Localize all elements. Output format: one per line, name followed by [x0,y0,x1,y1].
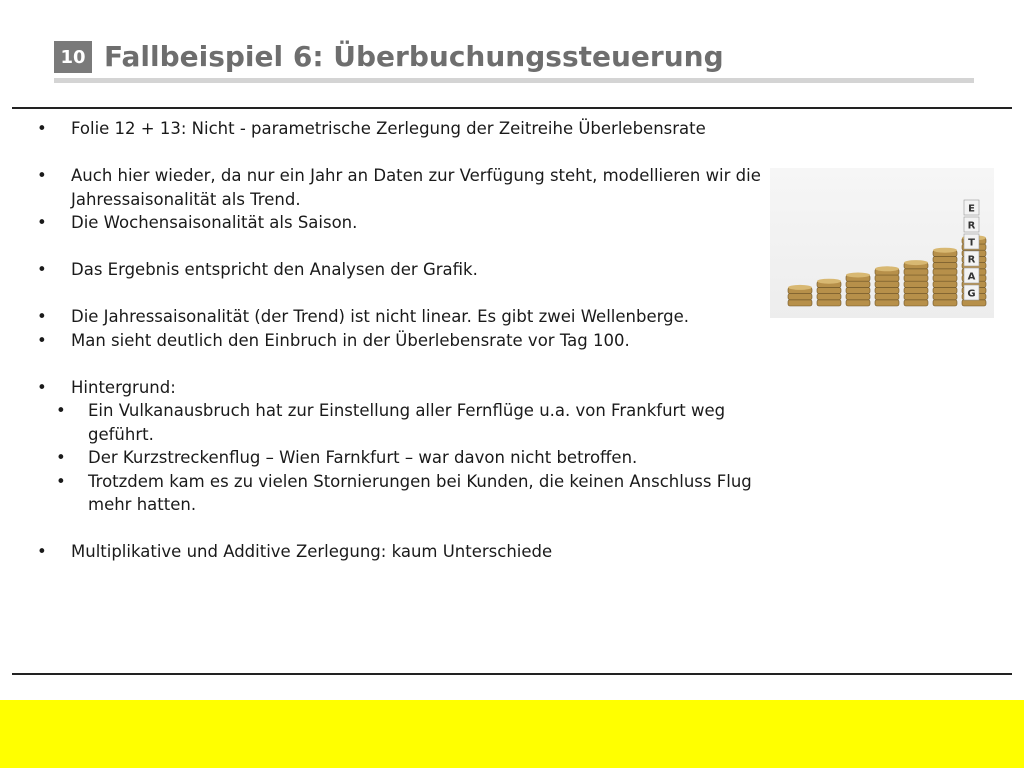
bullet-item: • Die Wochensaisonalität als Saison. [34,211,764,235]
coin-stack [817,279,841,306]
letter-tile-text: G [967,288,976,300]
bullet-item: • Hintergrund: [34,376,764,400]
coin-stack [875,266,899,306]
bullet-spacer [34,352,764,376]
coin-stack [933,248,957,306]
bullet-list [34,117,764,564]
letter-tile [964,217,979,232]
coin-stack [846,273,870,307]
letter-tile [964,268,979,283]
letter-tile-text: A [967,271,976,283]
sub-bullet-item: • Trotzdem kam es zu vielen Stornierungen bei Kunden, die keinen Anschluss Flug mehr hatten. [34,470,764,517]
letter-tile [964,285,979,300]
letter-tile-text: R [967,254,976,266]
bullet-spacer [34,141,764,165]
slide-title: Fallbeispiel 6: Überbuchungssteuerung [104,40,724,73]
coin-stack [788,285,812,306]
coin-stacks-illustration [770,168,994,318]
slide-number-badge: 10 [54,41,92,73]
sub-bullet-item: • Der Kurzstreckenflug – Wien Farnkfurt – war davon nicht betroffen. [34,446,764,470]
bullet-item: • Folie 12 + 13: Nicht - parametrische Zerlegung der Zeitreihe Überlebensrate [34,117,764,141]
letter-tile [964,251,979,266]
bullet-spacer [34,235,764,259]
letter-tile-text: T [968,237,975,249]
letter-tile [964,200,979,215]
bullet-item: • Die Jahressaisonalität (der Trend) ist nicht linear. Es gibt zwei Wellenberge. [34,305,764,329]
bullet-spacer [34,282,764,306]
bullet-spacer [34,517,764,541]
footer-band [0,700,1024,768]
bullet-item: • Das Ergebnis entspricht den Analysen der Grafik. [34,258,764,282]
coin-stack [904,260,928,306]
coin-stacks-photo [770,168,994,318]
bullet-content [34,117,764,564]
sub-bullet-item: • Ein Vulkanausbruch hat zur Einstellung aller Fernflüge u.a. von Frankfurt weg geführt. [34,399,764,446]
top-divider [12,107,1012,109]
letter-tile-text: R [967,220,976,232]
bullet-item: • Man sieht deutlich den Einbruch in der Überlebensrate vor Tag 100. [34,329,764,353]
bottom-divider [12,673,1012,675]
letter-tile-text: E [968,203,975,215]
bullet-item: • Auch hier wieder, da nur ein Jahr an Daten zur Verfügung steht, modellieren wir die Jahressaisonalität als Trend. [34,164,764,211]
letter-tile [964,234,979,249]
title-underline [54,78,974,83]
bullet-item: • Multiplikative und Additive Zerlegung: kaum Unterschiede [34,540,764,564]
